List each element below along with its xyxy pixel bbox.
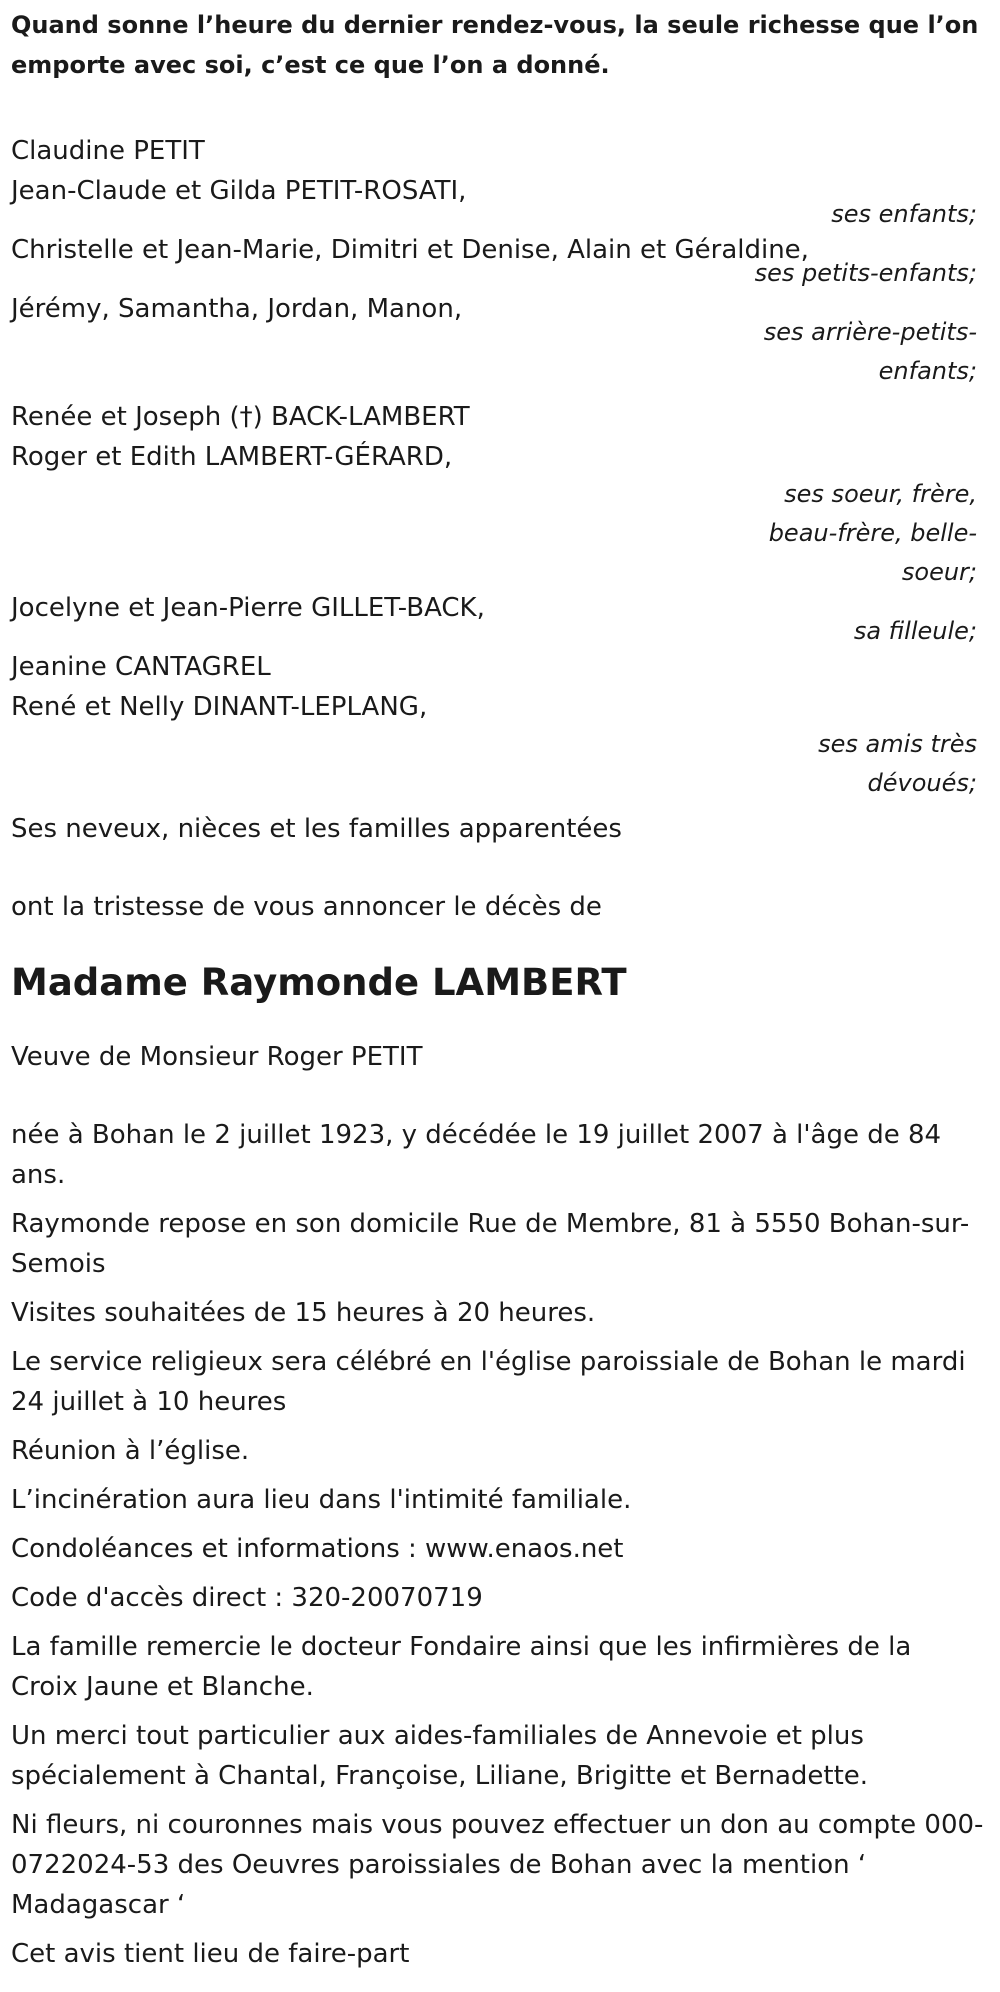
family-group-siblings [11, 397, 989, 592]
cremation-paragraph: L’incinération aura lieu dans l'intimité familiale. [11, 1485, 632, 1515]
relation-label: ses enfants; [831, 200, 977, 228]
birth-death-paragraph: née à Bohan le 2 juillet 1923, y décédée le 19 juillet 2007 à l'âge de 84 ans. [11, 1120, 942, 1190]
family-group-grandchildren [11, 230, 989, 293]
epigraph-quote: Quand sonne l’heure du dernier rendez-vous, la seule richesse que l’on emporte avec soi, c’est ce que l’on a donné. [11, 11, 979, 79]
family-name-line: Renée et Joseph (†) BACK-LAMBERT [11, 402, 470, 432]
family-group-children [11, 131, 989, 234]
family-name-line: Christelle et Jean-Marie, Dimitri et Denise, Alain et Géraldine, [11, 235, 809, 265]
family-group-goddaughter [11, 588, 989, 651]
thanks-doctor-paragraph: La famille remercie le docteur Fondaire ainsi que les infirmières de la Croix Jaune et Blanche. [11, 1632, 912, 1702]
announcement-line: ont la tristesse de vous annoncer le décès de [11, 892, 602, 922]
widow-of-line: Veuve de Monsieur Roger PETIT [11, 1042, 423, 1072]
family-group-friends [11, 647, 989, 803]
condolences-paragraph: Condoléances et informations : www.enaos.net [11, 1534, 624, 1564]
thanks-caregivers-paragraph: Un merci tout particulier aux aides-familiales de Annevoie et plus spécialement à Chantal, Françoise, Liliane, Brigitte et Bernadette. [11, 1721, 869, 1791]
notice-paragraph: Cet avis tient lieu de faire-part [11, 1939, 410, 1969]
extended-family-line: Ses neveux, nièces et les familles apparentées [11, 814, 622, 844]
relation-label: ses petits-enfants; [754, 259, 977, 287]
details-section [11, 1115, 989, 1974]
family-name-line: Claudine PETIT [11, 136, 205, 166]
donation-paragraph: Ni fleurs, ni couronnes mais vous pouvez effectuer un don au compte 000-0722024-53 des Oeuvres paroissiales de Bohan avec la mention ‘ Madagascar ‘ [11, 1810, 984, 1920]
relation-label: ses arrière-petits-enfants; [763, 318, 977, 385]
access-code-paragraph: Code d'accès direct : 320-20070719 [11, 1583, 483, 1613]
relation-label: sa filleule; [853, 617, 977, 645]
family-name-line: Jeanine CANTAGREL [11, 652, 271, 682]
family-name-line: Jean-Claude et Gilda PETIT-ROSATI, [11, 176, 467, 206]
family-name-line: Roger et Edith LAMBERT-GÉRARD, [11, 442, 453, 472]
resting-place-paragraph: Raymonde repose en son domicile Rue de Membre, 81 à 5550 Bohan-sur-Semois [11, 1209, 970, 1279]
family-name-line: René et Nelly DINANT-LEPLANG, [11, 692, 428, 722]
relation-label: ses soeur, frère, beau-frère, belle-soeur; [768, 480, 977, 586]
family-list [11, 131, 989, 803]
relation-label: ses amis très dévoués; [818, 730, 977, 797]
family-name-line: Jérémy, Samantha, Jordan, Manon, [11, 294, 463, 324]
service-paragraph: Le service religieux sera célébré en l'église paroissiale de Bohan le mardi 24 juillet à 10 heures [11, 1347, 966, 1417]
gathering-paragraph: Réunion à l’église. [11, 1436, 250, 1466]
family-name-line: Jocelyne et Jean-Pierre GILLET-BACK, [11, 593, 485, 623]
family-group-great-grandchildren [11, 289, 989, 391]
visiting-hours-paragraph: Visites souhaitées de 15 heures à 20 heures. [11, 1298, 596, 1328]
deceased-name: Madame Raymonde LAMBERT [11, 961, 627, 1004]
